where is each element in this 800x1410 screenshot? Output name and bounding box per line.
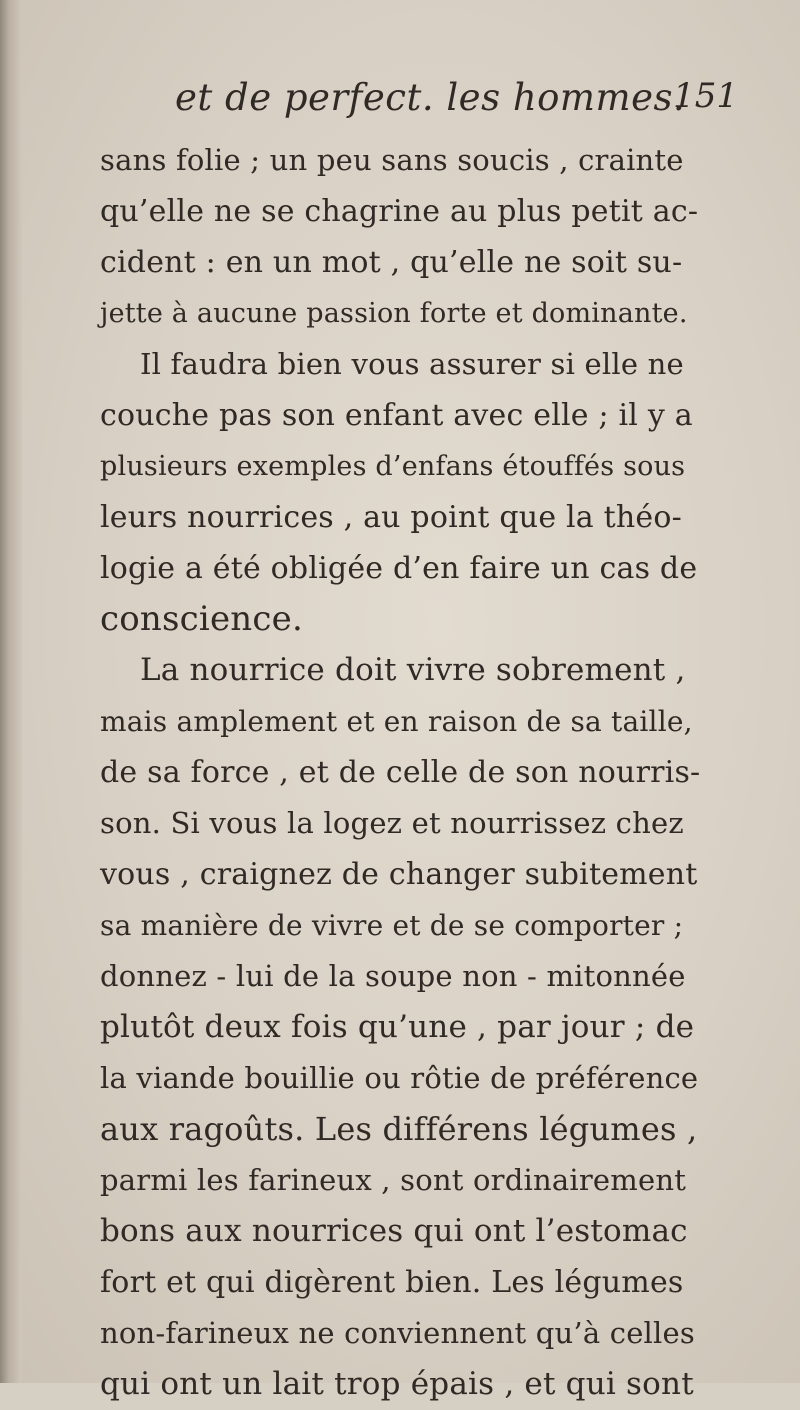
page-number: 151: [673, 76, 738, 116]
text-line: La nourrice doit vivre sobrement ,: [140, 652, 686, 688]
running-title: et de perfect. les hommes.: [175, 76, 686, 119]
page-binding-edge: [0, 0, 22, 1383]
text-line: mais amplement et en raison de sa taille,: [100, 705, 693, 738]
text-line: aux ragoûts. Les différens légumes ,: [100, 1110, 698, 1148]
text-line: parmi les farineux , sont ordinairement: [100, 1163, 687, 1197]
text-line: vous , craignez de changer subitement: [100, 857, 698, 892]
text-line: jette à aucune passion forte et dominante.: [100, 298, 688, 329]
text-line: plusieurs exemples d’enfans étouffés sous: [100, 451, 686, 482]
text-line: sans folie ; un peu sans soucis , crainte: [100, 143, 684, 177]
body-text: [100, 135, 700, 1410]
text-line: cident : en un mot , qu’elle ne soit su-: [100, 245, 683, 280]
text-line: plutôt deux fois qu’une , par jour ; de: [100, 1009, 695, 1045]
text-line: conscience.: [100, 599, 303, 639]
text-line: fort et qui digèrent bien. Les légumes: [100, 1265, 684, 1300]
text-line: bons aux nourrices qui ont l’estomac: [100, 1213, 688, 1249]
text-line: qu’elle ne se chagrine au plus petit ac-: [100, 194, 699, 229]
text-line: qui ont un lait trop épais , et qui sont: [100, 1366, 694, 1402]
text-line: leurs nourrices , au point que la théo-: [100, 500, 682, 535]
text-line: sa manière de vivre et de se comporter ;: [100, 909, 684, 942]
text-line: son. Si vous la logez et nourrissez chez: [100, 806, 684, 840]
text-line: logie a été obligée d’en faire un cas de: [100, 551, 698, 586]
text-line: la viande bouillie ou rôtie de préférence: [100, 1061, 699, 1095]
text-line: Il faudra bien vous assurer si elle ne: [140, 347, 684, 381]
text-line: donnez - lui de la soupe non - mitonnée: [100, 959, 686, 993]
text-line: de sa force , et de celle de son nourris-: [100, 755, 701, 790]
text-line: couche pas son enfant avec elle ; il y a: [100, 398, 693, 433]
text-line: non-farineux ne conviennent qu’à celles: [100, 1316, 695, 1350]
page-header: [175, 76, 738, 126]
